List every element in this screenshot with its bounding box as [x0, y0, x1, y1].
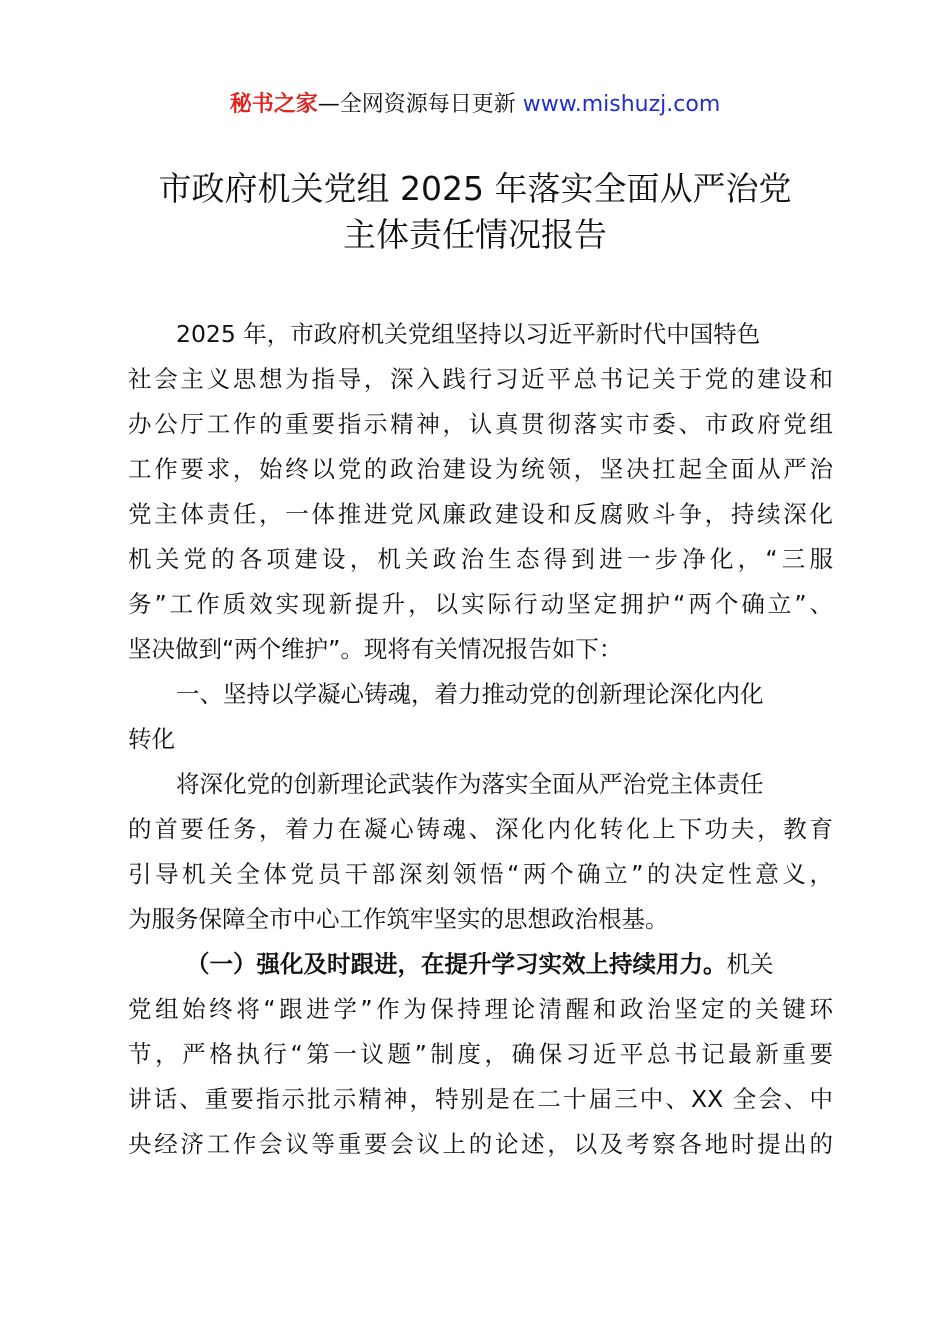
text-line: 2025 年，市政府机关党组坚持以习近平新时代中国特色 — [176, 320, 761, 348]
section-heading — [128, 672, 833, 762]
subsection-lead-text: 机关 — [726, 950, 774, 978]
text-line: 坚决做到“两个维护”。现将有关情况报告如下： — [128, 635, 623, 663]
text-line: 引导机关全体党员干部深刻领悟“两个确立”的决定性意义， — [128, 860, 833, 888]
text-line: 将深化党的创新理论武装作为落实全面从严治党主体责任 — [176, 770, 764, 798]
text-line: 央经济工作会议等重要会议上的论述，以及考察各地时提出的 — [128, 1130, 833, 1158]
document-body — [128, 312, 833, 1167]
text-line: 讲话、重要指示批示精神，特别是在二十届三中、XX 全会、中 — [128, 1085, 833, 1113]
text-line: 党组始终将“跟进学”作为保持理论清醒和政治坚定的关键环 — [128, 995, 833, 1023]
text-line: 机关党的各项建设，机关政治生态得到进一步净化，“三服 — [128, 545, 833, 573]
brand-name: 秘书之家 — [229, 92, 318, 117]
text-line: 办公厅工作的重要指示精神，认真贯彻落实市委、市政府党组 — [128, 410, 833, 438]
banner-slogan: —全网资源每日更新 — [317, 92, 516, 117]
text-line: 党主体责任，一体推进党风廉政建设和反腐败斗争，持续深化 — [128, 500, 833, 528]
paragraph-intro — [128, 312, 833, 672]
text-line: 为服务保障全市中心工作筑牢坚实的思想政治根基。 — [128, 905, 669, 933]
paragraph-subsection-1 — [128, 942, 833, 1167]
text-line: 的首要任务，着力在凝心铸魂、深化内化转化上下功夫，教育 — [128, 815, 833, 843]
document-title — [100, 166, 850, 258]
text-line: 社会主义思想为指导，深入践行习近平总书记关于党的建设和 — [128, 365, 833, 393]
site-banner — [0, 88, 950, 122]
title-line: 主体责任情况报告 — [343, 215, 607, 254]
site-url-link[interactable]: www.mishuzj.com — [522, 92, 721, 117]
text-line: 工作要求，始终以党的政治建设为统领，坚决扛起全面从严治 — [128, 455, 833, 483]
text-line: 务”工作质效实现新提升，以实际行动坚定拥护“两个确立”、 — [128, 590, 833, 618]
heading-line: 转化 — [128, 725, 175, 753]
subsection-heading: （一）强化及时跟进，在提升学习实效上持续用力。 — [186, 950, 727, 978]
heading-line: 一、坚持以学凝心铸魂，着力推动党的创新理论深化内化 — [176, 680, 764, 708]
text-line — [128, 942, 833, 987]
paragraph-section-intro — [128, 762, 833, 942]
title-line: 市政府机关党组 2025 年落实全面从严治党 — [158, 169, 792, 208]
text-line: 节，严格执行“第一议题”制度，确保习近平总书记最新重要 — [128, 1040, 833, 1068]
